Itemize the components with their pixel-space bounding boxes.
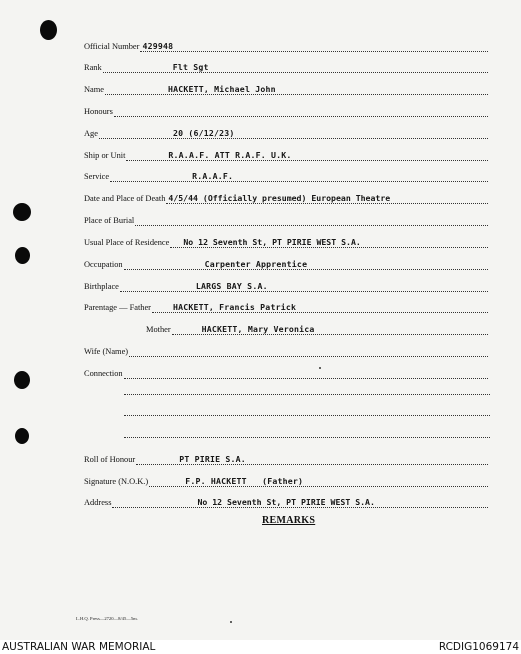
mother-row (146, 321, 488, 335)
name-leader (105, 85, 488, 95)
birthplace-row (84, 278, 488, 292)
ship-or-unit-row (84, 147, 488, 161)
remarks-heading: REMARKS (262, 515, 316, 526)
connection-line-3 (124, 415, 490, 416)
honours-label: Honours (84, 107, 113, 116)
address-leader (112, 498, 488, 508)
print-note: L.H.Q. Press—2720—8/45—5m. (76, 616, 138, 621)
roll-of-honour-label: Roll of Honour (84, 455, 136, 464)
service-row (84, 168, 488, 182)
ship-or-unit-leader (126, 151, 488, 161)
date-place-death-row (84, 190, 488, 204)
usual-residence-value: No 12 Seventh St, PT PIRIE WEST S.A. (183, 237, 361, 247)
age-value: 20 (6/12/23) (172, 128, 235, 138)
punch-hole-top (40, 20, 57, 40)
punch-hole-upper-mid (15, 247, 30, 264)
bottom-mark (230, 621, 232, 623)
footer-institution: AUSTRALIAN WAR MEMORIAL (2, 641, 156, 653)
punch-hole-lower (15, 428, 29, 444)
rank-row (84, 59, 488, 73)
name-row (84, 81, 488, 95)
place-of-burial-leader (135, 216, 488, 226)
age-label: Age (84, 129, 98, 138)
birthplace-leader (120, 282, 488, 292)
connection-line-2 (124, 394, 490, 395)
footer-record-id: RCDIG1069174 (438, 641, 519, 653)
occupation-value: Carpenter Apprentice (204, 259, 308, 269)
ship-or-unit-value: R.A.A.F. ATT R.A.F. U.K. (168, 150, 292, 160)
service-label: Service (84, 172, 110, 181)
father-row (84, 299, 488, 313)
address-value: No 12 Seventh St, PT PIRIE WEST S.A. (197, 497, 375, 507)
wife-row (84, 343, 488, 357)
mother-leader (172, 325, 488, 335)
place-of-burial-row (84, 212, 488, 226)
roll-of-honour-row (84, 451, 488, 465)
connection-row (84, 365, 488, 379)
signature-value: F.P. HACKETT (Father) (185, 476, 304, 486)
father-leader (152, 303, 488, 313)
signature-row (84, 473, 488, 487)
usual-residence-label: Usual Place of Residence (84, 238, 170, 247)
name-label: Name (84, 85, 104, 94)
punch-hole-upper (13, 203, 31, 221)
date-place-death-value: 4/5/44 (Officially presumed) European Theatre (168, 193, 391, 203)
father-label: Parentage — Father (84, 303, 151, 312)
wife-label: Wife (Name) (84, 347, 129, 356)
official-number-label: Official Number (84, 42, 140, 51)
date-place-death-label: Date and Place of Death (84, 194, 166, 203)
official-number-leader (140, 42, 488, 52)
punch-hole-lower-mid (14, 371, 30, 389)
stray-mark (319, 367, 321, 369)
occupation-row (84, 256, 488, 270)
archive-footer (0, 640, 521, 654)
occupation-label: Occupation (84, 260, 123, 269)
age-leader (99, 129, 488, 139)
roll-of-honour-leader (136, 455, 488, 465)
place-of-burial-label: Place of Burial (84, 216, 135, 225)
rank-label: Rank (84, 63, 102, 72)
rank-value: Flt Sgt (172, 62, 209, 72)
mother-value: HACKETT, Mary Veronica (201, 324, 315, 334)
wife-leader (129, 347, 488, 357)
usual-residence-leader (170, 238, 488, 248)
mother-label: Mother (146, 325, 171, 334)
connection-line-4 (124, 437, 490, 438)
connection-leader (124, 369, 488, 379)
service-value: R.A.A.F. (192, 171, 234, 181)
age-row (84, 125, 488, 139)
official-number-row (84, 38, 488, 52)
roll-of-honour-value: PT PIRIE S.A. (179, 454, 246, 464)
signature-label: Signature (N.O.K.) (84, 477, 149, 486)
connection-label: Connection (84, 369, 123, 378)
date-place-death-leader (166, 194, 488, 204)
usual-residence-row (84, 234, 488, 248)
honours-leader (114, 107, 488, 117)
signature-leader (149, 477, 488, 487)
name-value: HACKETT, Michael John (168, 84, 276, 94)
service-leader (110, 172, 488, 182)
ship-or-unit-label: Ship or Unit (84, 151, 126, 160)
father-value: HACKETT, Francis Patrick (172, 302, 297, 312)
birthplace-label: Birthplace (84, 282, 119, 291)
address-row (84, 494, 488, 508)
birthplace-value: LARGS BAY S.A. (195, 281, 268, 291)
official-number-value: 429948 (142, 41, 174, 51)
address-label: Address (84, 498, 112, 507)
rank-leader (103, 63, 488, 73)
occupation-leader (124, 260, 488, 270)
honours-row (84, 103, 488, 117)
